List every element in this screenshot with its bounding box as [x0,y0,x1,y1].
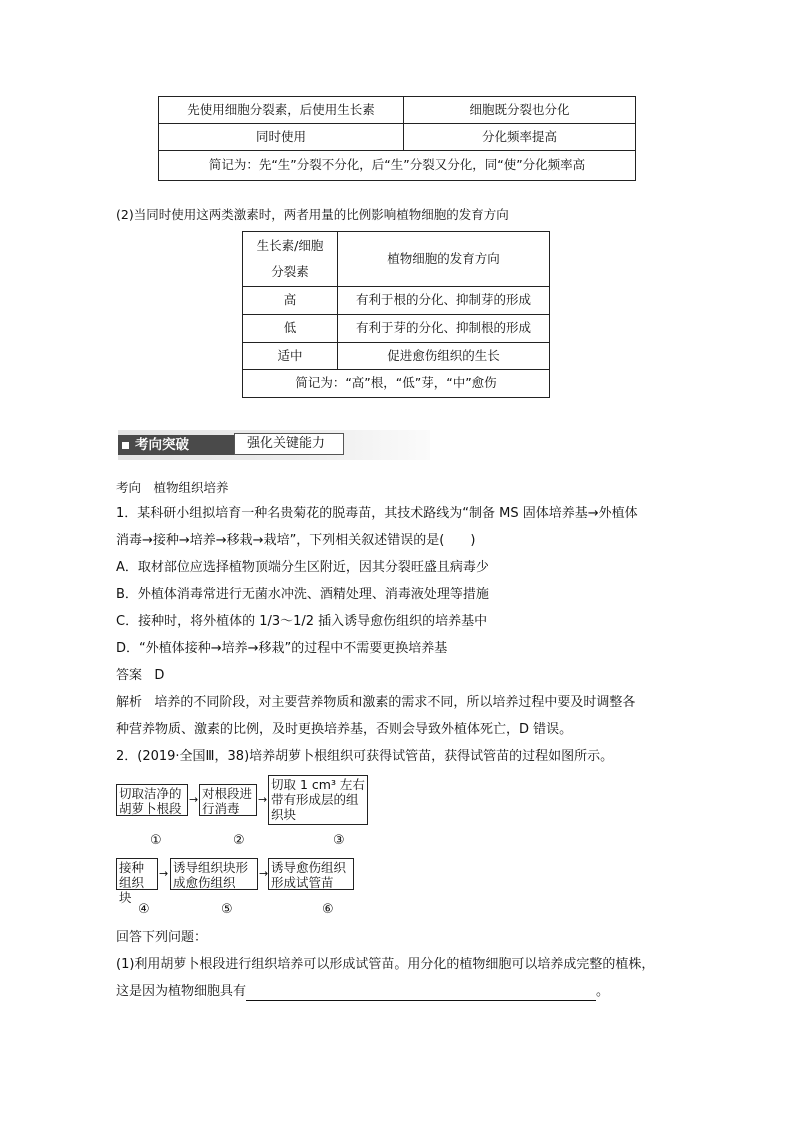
analysis-label: 解析 [116,695,143,710]
table-header [243,232,338,287]
step-number: ④ [138,902,150,917]
table-cell: 同时使用 [159,124,404,151]
answer-value: D [154,668,165,683]
q2-sub1-line1: (1)利用胡萝卜根段进行组织培养可以形成试管苗。用分化的植物细胞可以培养成完整的植株， [116,957,655,972]
q1-option-b: B．外植体消毒常进行无菌水冲洗、酒精处理、消毒液处理等措施 [116,587,489,602]
q1-stem-line2: 消毒→接种→培养→移栽→栽培”，下列相关叙述错误的是( ) [116,533,476,548]
analysis-text: 培养的不同阶段，对主要营养物质和激素的需求不同，所以培养过程中要及时调整各 [154,695,636,710]
q1-option-a: A．取材部位应选择植物顶端分生区附近，因其分裂旺盛且病毒少 [116,560,489,575]
sub1-prefix: 这是因为植物细胞具有 [116,984,247,999]
flow-step-3: 切取 1 cm³ 左右带有形成层的组织块 [268,775,368,825]
header-ratio: 生长素/细胞分裂素 [256,238,324,279]
banner-title [118,435,234,455]
flow-step-6: 诱导愈伤组织形成试管苗 [268,858,354,890]
banner-subtitle: 强化关键能力 [234,433,344,455]
table-note: 简记为：先“生”分裂不分化，后“生”分裂又分化，同“使”分化频率高 [159,151,636,181]
q1-option-c: C．接种时，将外植体的 1/3～1/2 插入诱导愈伤组织的培养基中 [116,614,488,629]
flow-step-5: 诱导组织块形成愈伤组织 [170,858,258,890]
table-cell: 分化频率提高 [404,124,636,151]
arrow-right-icon: → [189,793,199,806]
table-header: 植物细胞的发育方向 [338,232,550,287]
answer-blank[interactable] [246,986,596,1001]
banner-title-text: 考向突破 [135,437,189,453]
table-cell: 先使用细胞分裂素，后使用生长素 [159,97,404,124]
table-note: 简记为：“高”根，“低”芽，“中”愈伤 [243,370,550,398]
arrow-right-icon: → [159,867,169,880]
q1-analysis-line2: 种营养物质、激素的比例，及时更换培养基，否则会导致外植体死亡，D 错误。 [116,722,573,737]
q1-option-d: D．“外植体接种→培养→移栽”的过程中不需要更换培养基 [116,641,448,656]
table-cell: 有利于根的分化、抑制芽的形成 [338,287,550,315]
arrow-right-icon: → [259,867,269,880]
step-number: ③ [333,833,345,848]
step-number: ② [233,833,245,848]
flow-step-4: 接种组织块 [116,858,158,890]
table-cell: 促进愈伤组织的生长 [338,343,550,370]
table-cell: 低 [243,315,338,343]
answer-label: 答案 [116,668,143,683]
sub1-suffix: 。 [596,984,610,999]
step-number: ⑤ [221,902,233,917]
hormone-order-table [158,96,636,181]
section-title: 考向 植物组织培养 [116,480,229,495]
q1-answer [116,667,164,685]
flow-step-2: 对根段进行消毒 [199,784,257,816]
step-number: ① [150,833,162,848]
q2-prompt: 回答下列问题： [116,930,208,945]
step-number: ⑥ [322,902,334,917]
table-cell: 适中 [243,343,338,370]
q2-stem: 2．(2019·全国Ⅲ，38)培养胡萝卜根组织可获得试管苗，获得试管苗的过程如图所示。 [116,749,614,764]
flow-step-1: 切取洁净的胡萝卜根段 [116,784,188,816]
table-cell: 细胞既分裂也分化 [404,97,636,124]
hormone-ratio-table [242,231,550,398]
table-cell: 高 [243,287,338,315]
table-cell: 有利于芽的分化、抑制根的形成 [338,315,550,343]
q2-sub1-line2 [116,983,609,1001]
q1-stem-line1: 1．某科研小组拟培育一种名贵菊花的脱毒苗，其技术路线为“制备 MS 固体培养基→外植体 [116,506,638,521]
square-bullet-icon [122,442,129,449]
paragraph-2: (2)当同时使用这两类激素时，两者用量的比例影响植物细胞的发育方向 [116,207,509,222]
arrow-right-icon: → [258,793,268,806]
q1-analysis-line1 [116,694,635,712]
